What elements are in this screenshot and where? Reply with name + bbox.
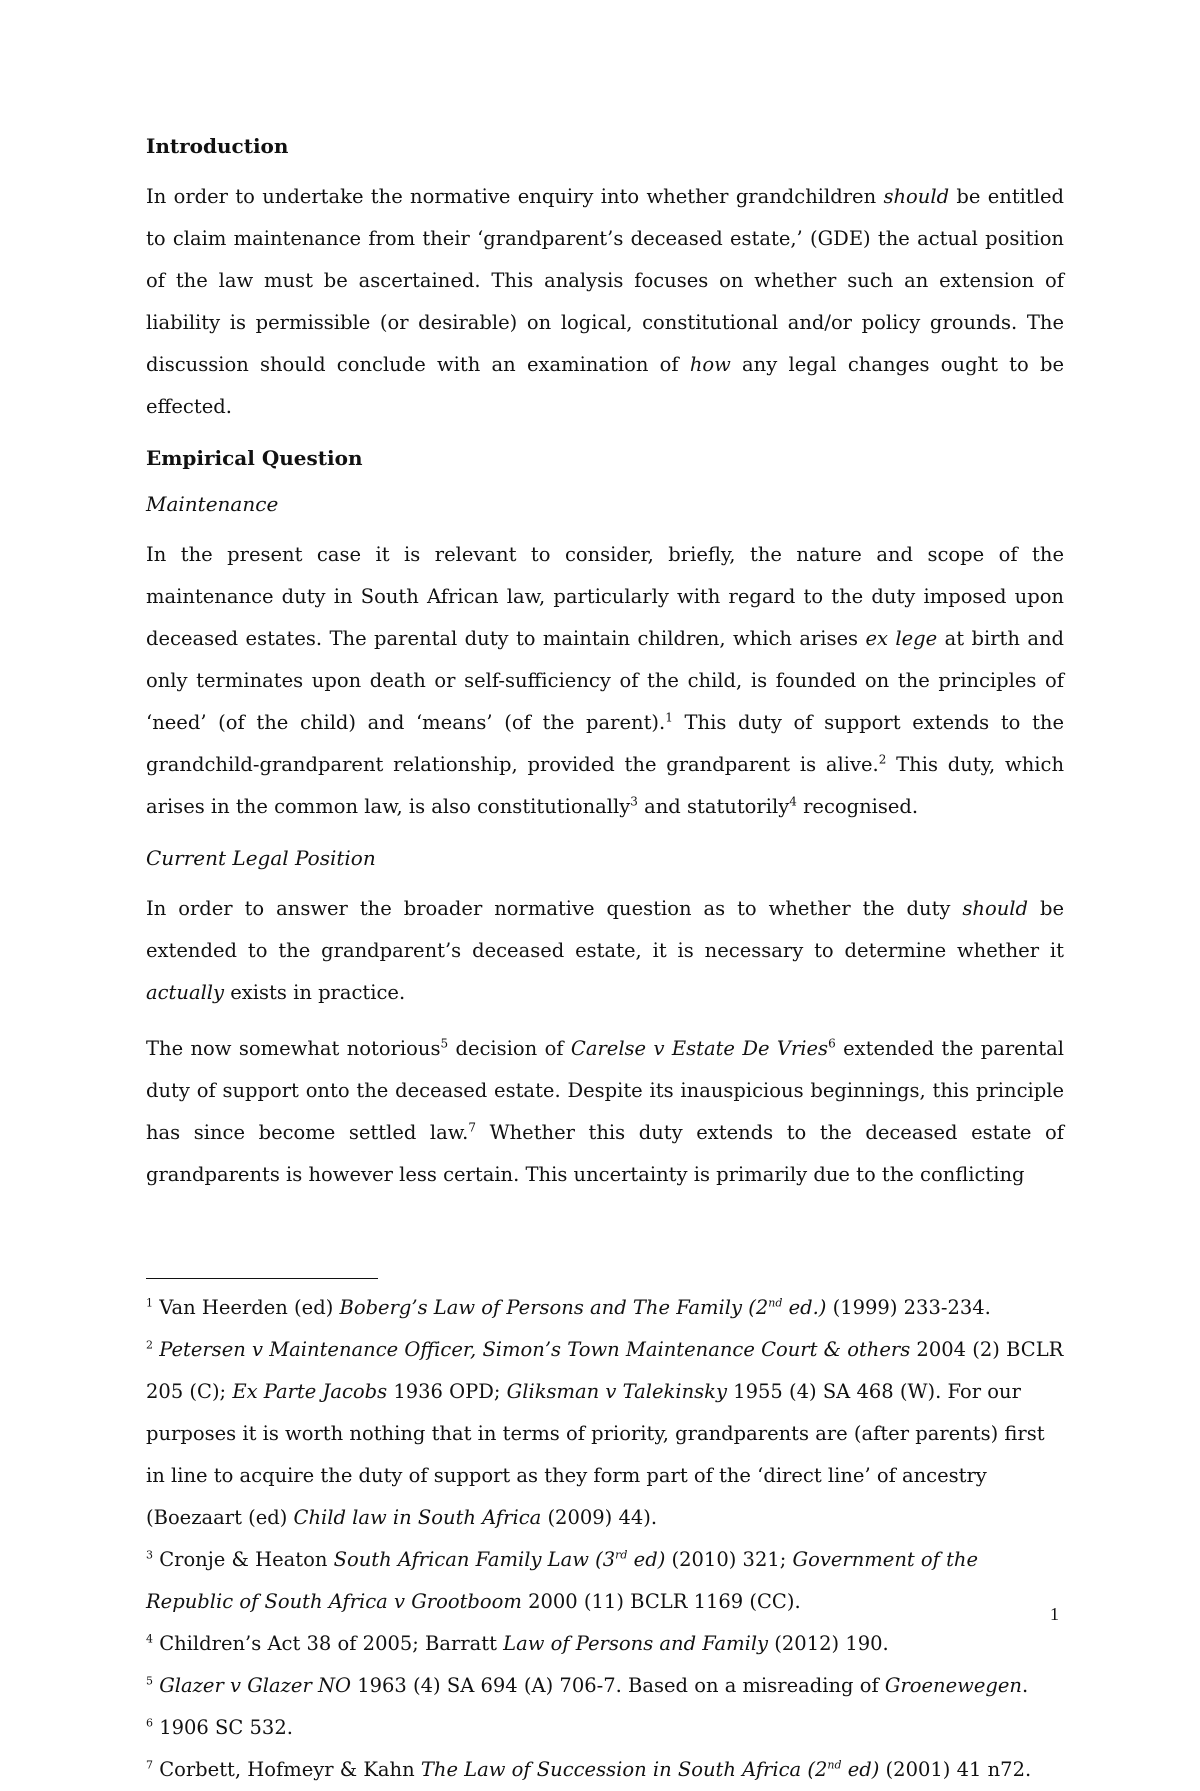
footnote-ref-3[interactable]: 3	[630, 794, 638, 809]
current-paragraph-2: The now somewhat notorious$^5$ decision of Carelse v Estate De Vries$^6$ extended the parental duty of support onto the deceased estate. Despite its inauspicious beginnings, this principle has since become settled law.$^7$ Whether this duty extends to the deceased estate of grandparents is however less certain. This uncertainty is primarily due to the conflicting	[146, 1036, 1064, 1186]
heading-empirical-question: Empirical Question	[146, 446, 363, 470]
footnote-3: $^3$ Cronje & Heaton South African Family Law (3rd ed) (2010) 321; Government of the Republic of South Africa v Grootboom 2000 (11) BCLR 1169 (CC).	[146, 1548, 979, 1613]
footnote-ref-7[interactable]: 7	[468, 1120, 476, 1135]
footnote-6: $^6$ 1906 SC 532.	[146, 1716, 293, 1739]
document-body	[146, 130, 1064, 1210]
intro-paragraph: In order to undertake the normative enquiry into whether grandchildren should be entitled to claim maintenance from their ‘grandparent’s deceased estate,’ (GDE) the actual position of the law must be ascertained. This analysis focuses on whether such an extension of liability is permissible (or desirable) on logical, constitutional and/or policy grounds. The discussion should conclude with an examination of how any legal changes ought to be effected.	[146, 185, 1064, 418]
heading-maintenance: Maintenance	[146, 492, 279, 516]
footnote-ref-4[interactable]: 4	[789, 794, 797, 809]
footnote-ref-1[interactable]: 1	[665, 710, 673, 725]
footnote-ref-2[interactable]: 2	[878, 752, 887, 767]
maintenance-paragraph: In the present case it is relevant to consider, briefly, the nature and scope of the maintenance duty in South African law, particularly with regard to the duty imposed upon deceased estates. The parental duty to maintain children, which arises ex lege at birth and only terminates upon death or self-sufficiency of the child, is founded on the principles of ‘need’ (of the child) and ‘means’ (of the parent).$^1$ This duty of support extends to the grandchild-grandparent relationship, provided the grandparent is alive.$^2$ This duty, which arises in the common law, is also constitutionally$^3$ and statutorily$^4$ recognised.	[146, 543, 1064, 818]
footnote-1: $^1$ Van Heerden (ed) Boberg’s Law of Persons and The Family (2nd ed.) (1999) 233-234.	[146, 1296, 991, 1319]
footnote-ref-6[interactable]: 6	[828, 1036, 836, 1051]
footnote-7: $^7$ Corbett, Hofmeyr & Kahn The Law of Succession in South Africa (2nd ed) (2001) 41 n72.	[146, 1758, 1032, 1781]
current-paragraph-1: In order to answer the broader normative question as to whether the duty should be extended to the grandparent’s deceased estate, it is necessary to determine whether it actually exists in practice.	[146, 897, 1064, 1004]
footnotes-section	[146, 1278, 1064, 1791]
page-number: 1	[1050, 1604, 1059, 1624]
footnote-2: $^2$ Petersen v Maintenance Officer, Simon’s Town Maintenance Court & others 2004 (2) BCLR 205 (C); Ex Parte Jacobs 1936 OPD; Gliksman v Talekinsky 1955 (4) SA 468 (W). For our purposes it is worth nothing that in terms of priority, grandparents are (after parents) first in line to acquire the duty of support as they form part of the ‘direct line’ of ancestry (Boezaart (ed) Child law in South Africa (2009) 44).	[146, 1338, 1064, 1529]
footnote-ref-5[interactable]: 5	[440, 1036, 449, 1051]
footnote-separator	[146, 1278, 378, 1279]
footnote-5: $^5$ Glazer v Glazer NO 1963 (4) SA 694 (A) 706-7. Based on a misreading of Groenewegen.	[146, 1674, 1029, 1697]
heading-current-legal-position: Current Legal Position	[146, 846, 376, 870]
heading-introduction: Introduction	[146, 134, 289, 158]
footnote-4: $^4$ Children’s Act 38 of 2005; Barratt Law of Persons and Family (2012) 190.	[146, 1632, 889, 1655]
